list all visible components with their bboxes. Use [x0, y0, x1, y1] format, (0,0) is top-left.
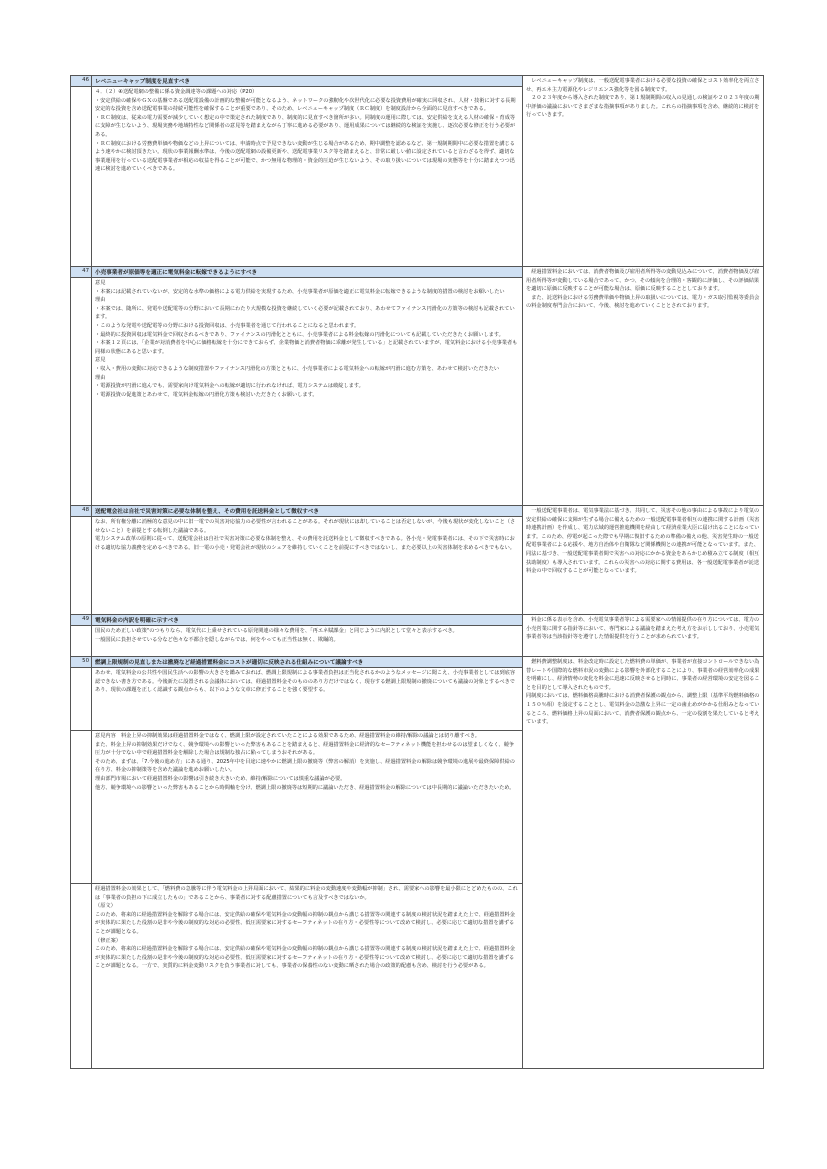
answer-text: 経過措置料金においては、消費者物価及び雇用者所得等の変動見込みについて、消費者物価及び雇用者所得等が変動している場合であって、かつ、その傾向を合理的・客観的に評価し、その評価結果を適切に原価に反映することが可能な場合は、原価に反映することとしております。 また、託送料金における労務費単価や物価上昇の取扱いについては、電力・ガス取引監視等委員会の料金制度専門会合において、今後、検討を進めていくこととされております。: [526, 269, 760, 310]
row-title: レベニューキャップ制度を見直すべき: [95, 79, 190, 85]
table-row: [71, 505, 763, 614]
comment-table: [70, 75, 764, 1069]
row-number: 47: [71, 267, 92, 277]
row-number: 49: [71, 615, 92, 625]
opinion-text: ４．（２）④送配電網の整備に係る資金調達等の課題への対応（P20） ・安定供給の確保やＧＸの基盤である送配電設備の計画的な整備が可能となるよう、ネットワークの強靭化や次世代化に必要な投資費用が確実に回収され、人材・技術に対する長期安定的な投資を含め送配電事業の持続可能性を確保することが重要であり、そのため、レベニューキャップ制度（ＲＣ制度）を制度設計から全面的に見直すべきである。 ・ＲＣ制度は、従来の電力需要が減少していく想定の中で策定された制度であり、制度的に見直すべき箇所が多い。同制度の運用に際しては、安定供給を支える人材の確保・育成等に支障が生じないよう、現場実務や地域特性など関係者の意見等を踏まえながら丁寧に進める必要があり、運用成果については継続的な検証を実施し、逐次必要な修正を行う必要がある。 ・ＲＣ制度における労務費単価や物価などの上昇については、申請時点で予見できない変動が生じる場合があるため、期中調整を認めるなど、第一規制期間中に必要な措置を講じるよう速やかに検討頂きたい。現状の事業報酬水準は、今後の送配電網の設備更新や、送配電事業リスク等を踏まえると、非常に厳しい値に設定されていると言わざるを得ず、適切な事業運用を行っている送配電事業者が相応の収益を得ることが可能で、かつ無用な物理的・資金的圧迫が生じないよう、その取り扱いについては現場の実態等を十分に踏まえつつ迅速に検討を進めていくべきである。: [95, 89, 516, 173]
opinion-text: 意見内容 料金上昇の抑制効果は経過措置料金ではなく、燃調上限が設定されていたことによる効果であるため、経過措置料金の維持/解除の議論とは切り離すべき。 また、料金上昇の抑制効果だけでなく、競争環境への影響といった弊害もあることを踏まえると、経過措置料金に経済的なセーフティネット機能を担わせるのは望ましくなく、競争圧力が十分でない中で経過措置料金を解除した場合は規制な独占に陥ってしまうおそれがある。 そのため、まずは、「7.今後の進め方」にある通り、2025年中を目途に速やかに燃調上限の撤廃等（弊害の解消）を実施し、経過措置料金の解除は競争環境の進展や最終保障供給の在り方、料金の抑制策等を含めた議論を進めお願いしたい。 理由部門市場において経過措置料金の影響は引き続き大きいため、維持/解除については慎重な議論が必要。 他方、競争環境への影響といった弊害もあることから時間軸を分け、燃調上限の撤廃等は短期的に議論いただき、経過措置料金の解除については中長期的に議論いただきたいため。: [95, 733, 515, 791]
opinion-text: 国民のため正しい政策"のつもりなら、電気代に上乗せされている原発関連の様々な費用を、「再エネ賦課金」と同じように内訳として堂々と表示するべき。 一般国民に負担させている分など色々な不都合を隠しながらでは、何をやっても正当性は無く、欺瞞的。: [95, 628, 458, 643]
row-number: 50: [71, 657, 92, 667]
table-row: [71, 656, 763, 1068]
opinion-text: 経過措置料金の効果として、「燃料費の急騰等に伴う電気料金の上昇局面において、結果的に料金の変動速度や変動幅が抑制」され、需要家への影響を最小限にとどめたものの、これは「事業者の負担の下に成立したもの」であることから、事業者に対する配慮措置についても言及すべきではないか。 （原文） このため、将来的に経過措置料金を解除する場合には、安定供給の確保や電気料金の変動幅の抑制の観点から講じる措置等の関連する制度の検討状況を踏まえた上で、経過措置料金が実体的に果たした役割の是非や今後の制度的な対応の必要性、低圧需要家に対するセーフティネットの在り方・必要性等について改めて検討し、必要に応じて適切な措置を講ずることが課題となる。 （修正案） このため、将来的に経過措置料金を解除する場合には、安定供給の確保や電気料金の変動幅の抑制の観点から講じる措置等の関連する制度の検討状況を踏まえた上で、経過措置料金が実体的に果たした役割の是非や今後の制度的な対応の必要性、低圧需要家に対するセーフティネットの在り方・必要性等について改めて検討し、必要に応じて適切な措置を講ずることが課題となる。一方で、実質的に料金変動リスクを負う事業者に対しても、事業者の保養性のない変動に晒された場合の政策的配慮も含め、検討を行う必要がある。: [95, 886, 518, 970]
table-row: [71, 614, 763, 656]
row-title: 小売事業者が原価等を適正に電気料金に転嫁できるようにすべき: [95, 270, 258, 276]
table-row: [71, 266, 763, 505]
table-row: [71, 76, 763, 266]
answer-text: レベニューキャップ制度は、一般送配電事業者における必要な投資の確保とコスト効率化を両立させ、再エネ主力電源化やレジリエンス強化等を図る制度です。 ２０２３年度から導入された制度であり、第１規制期間の収入の見通しの検証や２０２３年度の期中評価の議論においてさまざまな指摘事項がありました。これらの指摘事項を含め、継続的に検討を行っていきます。: [526, 78, 760, 119]
row-title: 燃調上限規制の見直しまたは撤廃など経過措置料金にコストが適切に反映される仕組みについて議論すべき: [95, 660, 364, 666]
answer-text: 料金に係る表示を含め、小売電気事業者等による需要家への情報提供の在り方については、電力の小売営業に関する指針等において、専門家による議論を踏まえた考え方をお示ししており、小売電気事業者等は当該指針等を遵守した情報提供を行うことが求められています。: [526, 617, 760, 641]
answer-text: 一般送配電事業者は、電気事業法に基づき、共同して、災害その他の事由による事故により電気の安定供給の確保に支障が生ずる場合に備えるための一般送配電事業者相互の連携に関する計画（災害時連携計画）を作成し、電力広域的運営推進機関を経由して経済産業大臣に届け出ることになっています。このため、停電が起こった際でも早期に復旧するための準備の備えの他、災害発生時の一般送配電事業者による応援や、地方自治体や自衛隊など関係機関との連携が可能となっています。また、同法に基づき、一般送配電事業者間で災害への対応にかかる資金をあらかじめ積み立てる制度（相互扶助制度）も導入されています。これらの災害への対応に関する費用は、各一般送配電事業者が託送料金の中で回収することが可能となっています。: [526, 508, 760, 575]
opinion-text: あわせ、電気料金の公共性や国民生活への影響の大きさを鑑みておれば、燃調上限規制による事業者負担は正当化されるかのようなメッセージに聞こえ、小売事業者としては到底容認できない書き方である。今後新たに設置される会議体においては、経過措置料金そのもののあり方だけではなく、現存する燃調上限規制の撤廃についても議論の対象とするべきであり、現状の課題を正しく認識する観点からも、以下のような文章に修正することを強く要望する。: [95, 670, 516, 694]
answer-text: 燃料費調整制度は、料金改定時に設定した燃料費の単価が、事業者が直接コントロールできない為替レートや国際的な燃料市況の変動による影響を外部化することにより、事業者の経営効率化の成果を明確にし、経済情勢の変化を料金に迅速に反映させると同時に、事業者の経営環境の安定を図ることを目的として導入されたものです。 同制度においては、燃料価格高騰時における消費者保護の観点から、調整上限（基準平均燃料価格の１５０％相）を設定することとし、電気料金の急激な上昇に一定の歯止めがかかる仕組みとなっているところ、燃料価格上昇の局面において、消費者保護の観点から、一定の役割を果たしていると考えています。: [526, 659, 760, 726]
opinion-text: なお、所有権分離に消極的な意見の中に旧一電での災害対応協力の必要性が言われることがある。それが現状には却していることは否定しないが、今後も現状が変化しないこと（させないこと）を前提とする転倒した議論である。 電力システム改革の原則に従って、送配電会社は自社で災害対策に必要な体制を整え、その費用を託送料金として徴収すべきである。各小売・発電事業者には、その下で災害時における適切な協力義務を定めるべきである。旧一電の小売・発電会社が現状のシェアを維持していくことを前提にすべきではないし、また必要以上の災害体制を求めるべきでもない。: [95, 519, 516, 551]
row-number: 48: [71, 506, 92, 516]
row-title: 電気料金の内訳を明確に示すべき: [95, 618, 179, 624]
row-title: 送配電会社は自社で災害対策に必要な体制を整え、その費用を託送料金として徴収すべき: [95, 509, 319, 515]
opinion-text: 意見 ・本案には記載されていないが、安定的な水準の価格による電力供給を実現するため、小売事業者が原価を適正に電気料金に転嫁できるような制度的措置の検討をお願いしたい 理由 ・本案では、随所に、発電や送配電等の分野において長期にわたり大規模な投資を継続していく必要が記載されており、あわせてファイナンス円滑化の方策等の検討も記載されています。 ・このような発電や送配電等の分野における投資回収は、小売事業者を通じて行われることになると思われます。 ・最終的に投資回収は電気料金で回収されるべきであり、ファイナンスの円滑化とともに、小売事業者による料金転嫁の円滑化についても記載していただきたくお願いします。 ・本案１２頁には、「企業が対消費者を中心に価格転嫁を十分にできておらず、企業物価と消費者物価に乖離が発生している」と記載されていますが、電気料金における小売事業者も同様の状態にあると思います。 意見 ・収入・費用の変動に対応できるような制度措置やファイナンス円滑化の方策とともに、小売事業者による電気料金への転嫁が円滑に進む方策を、あわせて検討いただきたい 理由 ・電源投資が円滑に進んでも、需要家向け電気料金への転嫁が適切に行われなければ、電力システムは破綻します。 ・電源投資の促進策とあわせて、電気料金転嫁の円滑化方策も検討いただきたくお願いします。: [95, 280, 518, 398]
row-number: 46: [71, 76, 92, 86]
